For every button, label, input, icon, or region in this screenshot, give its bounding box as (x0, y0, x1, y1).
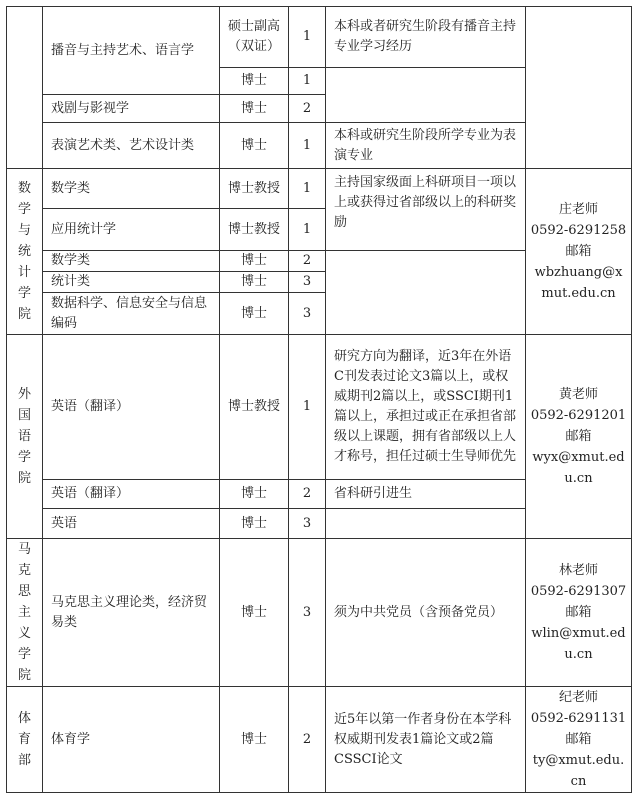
degree-cell: 博士 (220, 480, 289, 509)
requirement-cell: 主持国家级面上科研项目一项以上或获得过省部级以上的科研奖励 (326, 169, 526, 251)
count-cell: 1 (289, 169, 326, 209)
table-row (7, 539, 632, 687)
degree-cell: 博士教授 (220, 169, 289, 209)
requirement-cell: 本科或者研究生阶段有播音主持专业学习经历 (326, 7, 526, 68)
degree-cell: 博士 (220, 95, 289, 123)
count-cell: 2 (289, 251, 326, 272)
count-cell: 1 (289, 68, 326, 95)
recruitment-table (6, 6, 632, 793)
requirement-cell-empty (326, 509, 526, 539)
count-cell: 3 (289, 272, 326, 293)
contact-phone: 0592-6291258 (530, 223, 627, 238)
unit-cell: 外国语学院 (7, 335, 43, 539)
major-cell: 统计类 (43, 272, 220, 293)
requirement-cell: 须为中共党员（含预备党员） (326, 539, 526, 687)
contact-name: 林老师 (558, 563, 598, 578)
degree-cell: 博士 (220, 509, 289, 539)
degree-cell: 博士教授 (220, 209, 289, 251)
count-cell: 2 (289, 687, 326, 793)
contact-cell (526, 539, 632, 687)
contact-email: wyx@xmut.edu.cn (532, 450, 625, 486)
degree-cell: 博士 (220, 251, 289, 272)
unit-cell: 体育部 (7, 687, 43, 793)
count-cell: 1 (289, 209, 326, 251)
contact-phone: 0592-6291131 (530, 711, 627, 726)
degree-cell: 博士 (220, 272, 289, 293)
major-cell: 马克思主义理论类，经济贸易类 (43, 539, 220, 687)
major-cell: 戏剧与影视学 (43, 95, 220, 123)
count-cell: 1 (289, 335, 326, 480)
contact-cell (526, 335, 632, 539)
degree-cell: 博士教授 (220, 335, 289, 480)
degree-cell: 博士 (220, 68, 289, 95)
contact-phone: 0592-6291307 (530, 584, 627, 599)
contact-email: wbzhuang@xmut.edu.cn (534, 265, 623, 301)
contact-email-label: 邮箱 (565, 429, 592, 444)
major-cell: 播音与主持艺术、语言学 (43, 7, 220, 95)
major-cell: 英语 (43, 509, 220, 539)
table-row (7, 169, 632, 209)
count-cell: 2 (289, 480, 326, 509)
contact-cell-empty (526, 7, 632, 169)
requirement-cell: 省科研引进生 (326, 480, 526, 509)
major-cell: 英语（翻译） (43, 480, 220, 509)
contact-email-label: 邮箱 (565, 244, 592, 259)
unit-cell: 数学与统计学院 (7, 169, 43, 335)
requirement-cell: 研究方向为翻译，近3年在外语C刊发表过论文3篇以上，或权威期刊2篇以上，或SSCI期刊1篇以上，承担过或正在承担省部级以上课题，拥有省部级以上人才称号，担任过硕士生导师优先 (326, 335, 526, 480)
contact-email-label: 邮箱 (565, 732, 592, 747)
unit-cell: 马克思主义学院 (7, 539, 43, 687)
major-cell: 数学类 (43, 169, 220, 209)
major-cell: 表演艺术类、艺术设计类 (43, 123, 220, 169)
table-row (7, 335, 632, 480)
contact-email: wlin@xmut.edu.cn (531, 626, 626, 662)
contact-name: 黄老师 (558, 387, 598, 402)
unit-cell-empty (7, 7, 43, 169)
major-cell: 体育学 (43, 687, 220, 793)
contact-phone: 0592-6291201 (530, 408, 627, 423)
contact-name: 庄老师 (558, 202, 598, 217)
degree-cell: 硕士副高（双证） (220, 7, 289, 68)
requirement-cell: 近5年以第一作者身份在本学科权威期刊发表1篇论文或2篇CSSCI论文 (326, 687, 526, 793)
requirement-cell-empty (326, 251, 526, 335)
major-cell: 应用统计学 (43, 209, 220, 251)
count-cell: 1 (289, 123, 326, 169)
degree-cell: 博士 (220, 687, 289, 793)
table-row (7, 687, 632, 793)
contact-email: ty@xmut.edu.cn (532, 753, 625, 789)
count-cell: 2 (289, 95, 326, 123)
requirement-cell: 本科或研究生阶段所学专业为表演专业 (326, 123, 526, 169)
major-cell: 数据科学、信息安全与信息编码 (43, 293, 220, 335)
contact-email-label: 邮箱 (565, 605, 592, 620)
degree-cell: 博士 (220, 123, 289, 169)
count-cell: 3 (289, 293, 326, 335)
degree-cell: 博士 (220, 539, 289, 687)
requirement-cell-empty (326, 68, 526, 123)
contact-name: 纪老师 (558, 690, 598, 705)
major-cell: 数学类 (43, 251, 220, 272)
contact-cell (526, 687, 632, 793)
degree-cell: 博士 (220, 293, 289, 335)
count-cell: 3 (289, 509, 326, 539)
count-cell: 3 (289, 539, 326, 687)
table-row (7, 7, 632, 68)
major-cell: 英语（翻译） (43, 335, 220, 480)
count-cell: 1 (289, 7, 326, 68)
contact-cell (526, 169, 632, 335)
